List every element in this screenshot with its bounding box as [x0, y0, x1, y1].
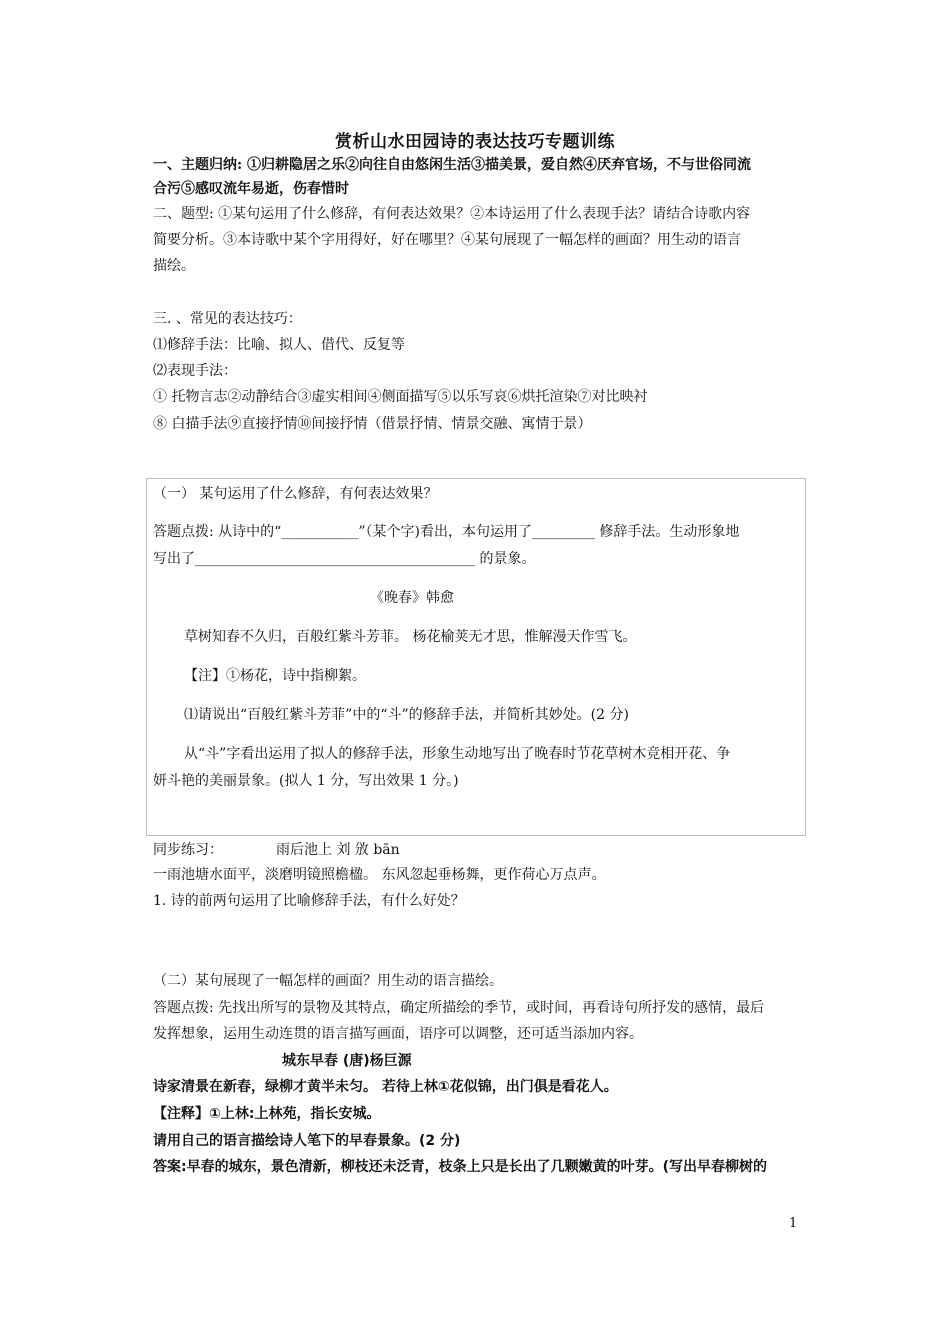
box-answer-line-2: 妍斗艳的美丽景象。(拟人 1 分，写出效果 1 分。): [153, 773, 459, 789]
box-poem-note: 【注】①杨花，诗中指柳絮。: [184, 668, 366, 684]
section-two-poem-text: 诗家清景在新春，绿柳才黄半未匀。 若待上林①花似锦，出门俱是看花人。: [153, 1079, 618, 1095]
practice-question-1: 1. 诗的前两句运用了比喻修辞手法，有什么好处？: [153, 893, 465, 909]
question-types-line-3: 描绘。: [153, 258, 195, 274]
question-types-line-2: 简要分析。③本诗歌中某个字用得好，好在哪里？④某句展现了一幅怎样的画面？用生动的语言: [153, 232, 741, 248]
practice-poem-title: 雨后池上 刘 攽 bān: [276, 842, 400, 858]
theme-summary-line-1: 一、主题归纳: ①归耕隐居之乐②向往自由悠闲生活③描美景，爱自然④厌弃官场，不与世俗同流: [153, 157, 752, 173]
page-number: 1: [789, 1216, 798, 1231]
techniques-heading: 三. 、常见的表达技巧：: [153, 311, 302, 327]
section-two-hint-line-2: 发挥想象，运用生动连贯的语言描写画面，语序可以调整，还可适当添加内容。: [153, 1026, 643, 1042]
section-two-note: 【注释】①上林:上林苑，指长安城。: [153, 1106, 381, 1122]
section-two-heading: （二）某句展现了一幅怎样的画面？用生动的语言描绘。: [153, 973, 503, 989]
box-answer-line-1: 从“斗”字看出运用了拟人的修辞手法，形象生动地写出了晚春时节花草树木竞相开花、争: [184, 746, 731, 762]
section-two-answer: 答案:早春的城东，景色清新，柳枝还未泛青，枝条上只是长出了几颗嫩黄的叶芽。(写出早春柳树的: [153, 1159, 767, 1175]
expression-techniques-1: ① 托物言志②动静结合③虚实相间④侧面描写⑤以乐写哀⑥烘托渲染⑦对比映衬: [153, 389, 648, 405]
document-title: 赏析山水田园诗的表达技巧专题训练: [335, 132, 615, 152]
box-question: ⑴请说出“百般红紫斗芳菲”中的“斗”的修辞手法，并简析其妙处。(2 分): [184, 707, 629, 723]
expression-techniques-2: ⑧ 白描手法⑨直接抒情⑩间接抒情（借景抒情、情景交融、寓情于景）: [153, 416, 592, 432]
box-hint-line-1: 答题点拨: 从诗中的“___________”（某个字)看出，本句运用了_________ 修辞手法。生动形象地: [153, 524, 740, 540]
section-two-question: 请用自己的语言描绘诗人笔下的早春景象。(2 分): [153, 1133, 461, 1149]
box-poem-text: 草树知春不久归，百般红紫斗芳菲。 杨花榆荚无才思，惟解漫天作雪飞。: [184, 629, 637, 645]
box-hint-line-2: 写出了________________________________________ 的景象。: [153, 551, 536, 567]
section-two-poem-title: 城东早春 (唐)杨巨源: [282, 1053, 412, 1069]
question-types-line-1: 二、题型: ①某句运用了什么修辞，有何表达效果？②本诗运用了什么表现手法？请结合诗歌内容: [153, 206, 751, 222]
practice-label: 同步练习：: [153, 842, 223, 858]
rhetoric-techniques: ⑴修辞手法：比喻、拟人、借代、反复等: [153, 337, 405, 353]
theme-summary-line-2: 合污⑤感叹流年易逝，伤春惜时: [153, 181, 349, 197]
expression-heading: ⑵表现手法：: [153, 363, 237, 379]
practice-poem-text: 一雨池塘水面平，淡磨明镜照檐楹。 东风忽起垂杨舞，更作荷心万点声。: [153, 867, 606, 883]
section-two-hint-line-1: 答题点拨: 先找出所写的景物及其特点，确定所描绘的季节，或时间，再看诗句所抒发的感情，最后: [153, 1000, 765, 1016]
box-heading: （一） 某句运用了什么修辞，有何表达效果？: [153, 486, 438, 502]
box-poem-title: 《晚春》韩愈: [370, 590, 454, 606]
